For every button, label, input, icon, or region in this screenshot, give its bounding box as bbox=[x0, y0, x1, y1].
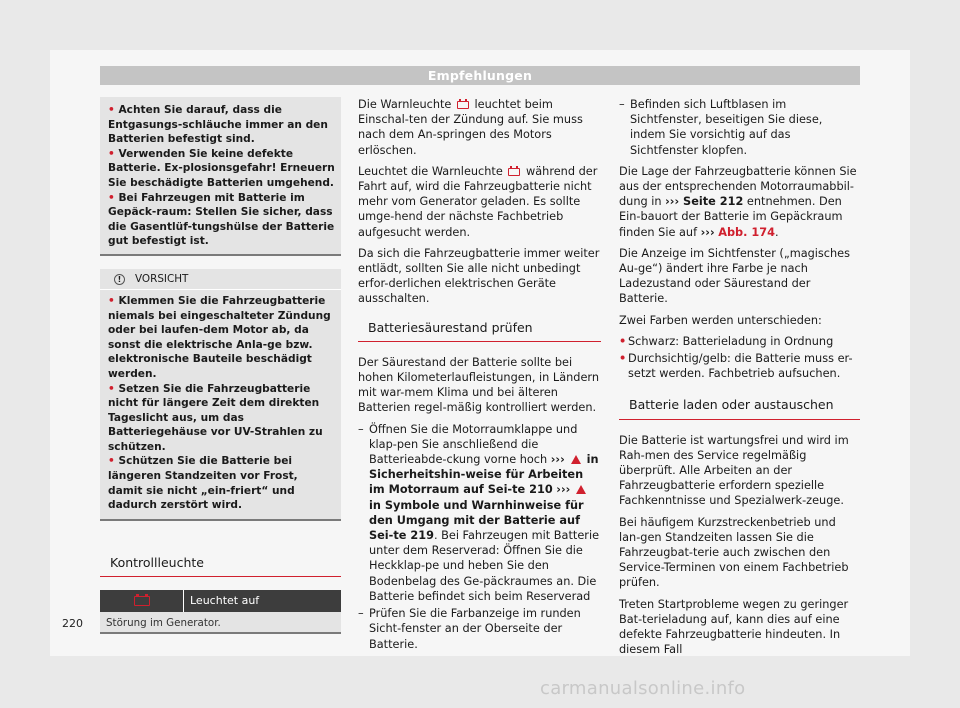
table-header-label: Leuchtet auf bbox=[190, 594, 260, 608]
indicator-table bbox=[100, 590, 341, 634]
paragraph: Der Säurestand der Batterie sollte bei hohen Kilometerlaufleistungen, in Ländern mit war-mem Klima und bei älteren Batterien regel-mäßig kontrolliert werden. bbox=[358, 355, 600, 415]
cross-reference-link[interactable]: ››› in Sicherheitshin-weise für Arbeiten im Motorraum auf Sei-te 210 bbox=[369, 453, 599, 497]
info-circle-icon: ! bbox=[114, 274, 125, 285]
column-right bbox=[619, 97, 860, 664]
caution-item: • Klemmen Sie die Fahrzeugbatterie niemals bei eingeschalteter Zündung oder bei laufen-dem Motor ab, da sonst die elektrische Anla-ge bzw. elektronische Bauteile beschädigt werden. bbox=[108, 294, 331, 380]
list-item: – Prüfen Sie die Farbanzeige im runden Sicht-fenster an der Oberseite der Batterie. bbox=[358, 606, 601, 652]
section-kontrollleuchte bbox=[100, 555, 341, 634]
cross-reference-link[interactable]: ››› in Symbole und Warnhinweise für den Umgang mit der Batterie auf Sei-te 219 bbox=[369, 483, 588, 542]
warning-box bbox=[100, 97, 341, 256]
list-item: • Durchsichtig/gelb: die Batterie muss er-setzt werden. Fachbetrieb aufsuchen. bbox=[619, 351, 860, 381]
caution-item: • Setzen Sie die Fahrzeugbatterie nicht für längere Zeit dem direkten Tageslicht aus, um das Batteriegehäuse vor UV-Strahlen zu schützen. bbox=[108, 382, 323, 453]
battery-warning-icon bbox=[134, 596, 150, 606]
warning-item: • Bei Fahrzeugen mit Batterie im Gepäck-raum: Stellen Sie sicher, dass die Gasentlüf-tungshülse der Batterie gut befestigt ist. bbox=[108, 191, 335, 248]
bullet-icon: • bbox=[108, 104, 115, 116]
caution-item: • Schützen Sie die Batterie bei längeren Standzeiten vor Frost, damit sie nicht „ein-friert“ und dadurch zerstört wird. bbox=[108, 455, 298, 512]
paragraph: Leuchtet die Warnleuchte während der Fahrt auf, wird die Fahrzeugbatterie nicht mehr vom Generator geladen. Es sollte umge-hend der nächste Fachbetrieb aufgesucht werden. bbox=[358, 164, 598, 239]
table-row: Störung im Generator. bbox=[100, 612, 341, 634]
section-title: Batteriesäurestand prüfen bbox=[358, 320, 601, 342]
bullet-icon: • bbox=[108, 294, 115, 307]
table-header bbox=[100, 590, 341, 612]
warning-triangle-icon bbox=[576, 485, 586, 494]
list-item: – Befinden sich Luftblasen im Sichtfenster, beseitigen Sie diese, indem Sie vorsichtig auf das Sichtfenster klopfen. bbox=[619, 97, 860, 158]
watermark: carmanualsonline.info bbox=[540, 678, 746, 699]
warning-item: • Achten Sie darauf, dass die Entgasungs-schläuche immer an den Batterien befestigt sind. bbox=[108, 104, 328, 146]
caution-body bbox=[100, 290, 341, 519]
column-left bbox=[100, 97, 341, 634]
bullet-icon: • bbox=[108, 455, 115, 468]
page-number: 220 bbox=[62, 617, 83, 630]
figure-reference-link[interactable]: Abb. 174 bbox=[718, 225, 775, 239]
table-header-icon-cell bbox=[100, 590, 184, 612]
caution-box bbox=[100, 269, 341, 521]
caution-title: VORSICHT bbox=[135, 272, 189, 285]
paragraph: Die Warnleuchte leuchtet beim Einschal-ten der Zündung auf. Sie muss nach dem An-springen des Motors erlöschen. bbox=[358, 98, 583, 157]
paragraph: Bei häufigem Kurzstreckenbetrieb und lan-gen Standzeiten lassen Sie die Fahrzeugbat-terie auch zwischen den Service-Terminen von einem Fachbetrieb prüfen. bbox=[619, 515, 849, 590]
warning-item: • Verwenden Sie keine defekte Batterie. Ex-plosionsgefahr! Erneuern Sie beschädigte Batterien umgehend. bbox=[108, 147, 335, 189]
caution-header bbox=[100, 269, 341, 290]
paragraph: Die Lage der Fahrzeugbatterie können Sie aus der entsprechenden Motorraumabbil-dung in ››› Seite 212 entnehmen. Den Ein-bauort der Batterie im Gepäckraum finden Sie auf ››› Abb. 174. bbox=[619, 164, 857, 239]
list-item: – Öffnen Sie die Motorraumklappe und klap-pen Sie anschließend die Batterieabde-ckung vorne hoch ››› in Sicherheitshin-weise für Arbeiten im Motorraum auf Sei-te 210 ››› in Symbole und Warnhinweise für den Umgang mit der Batterie auf Sei-te 219. Bei Fahrzeugen mit Batterie unter dem Reserverad: Öffnen Sie die Heckklap-pe und heben Sie den Bodenbelag des Ge-päckraumes an. Die Batterie befindet sich beim Reserverad bbox=[358, 422, 601, 604]
bullet-icon: • bbox=[108, 191, 115, 204]
bullet-icon: • bbox=[108, 147, 115, 160]
section-title: Kontrollleuchte bbox=[100, 555, 341, 577]
paragraph: Die Anzeige im Sichtfenster („magisches Au-ge“) ändert ihre Farbe je nach Ladezustand oder Säurestand der Batterie. bbox=[619, 246, 851, 306]
paragraph: Da sich die Fahrzeugbatterie immer weiter entlädt, sollten Sie alle nicht unbedingt erfor-derlichen elektrischen Geräte ausschalten. bbox=[358, 246, 600, 306]
paragraph: Die Batterie ist wartungsfrei und wird im Rah-men des Service regelmäßig überprüft. Alle Arbeiten an der Fahrzeugbatterie erfordern spezielle Fachkenntnisse und Spezialwerk-zeuge. bbox=[619, 433, 849, 508]
warning-triangle-icon bbox=[571, 455, 581, 464]
paragraph: Treten Startprobleme wegen zu geringer Bat-terieladung auf, kann dies auf eine defekte Fahrzeugbatterie hindeuten. In diesem Fall bbox=[619, 597, 849, 657]
page-header: Empfehlungen bbox=[100, 66, 860, 85]
column-middle bbox=[358, 97, 601, 654]
paragraph: Zwei Farben werden unterschieden: bbox=[619, 313, 822, 327]
battery-warning-icon bbox=[457, 101, 469, 109]
bullet-icon: • bbox=[108, 382, 115, 395]
cross-reference-link[interactable]: ››› Seite 212 bbox=[665, 195, 744, 209]
section-title: Batterie laden oder austauschen bbox=[619, 397, 860, 419]
battery-warning-icon bbox=[508, 168, 520, 176]
list-item: • Schwarz: Batterieladung in Ordnung bbox=[619, 334, 860, 349]
